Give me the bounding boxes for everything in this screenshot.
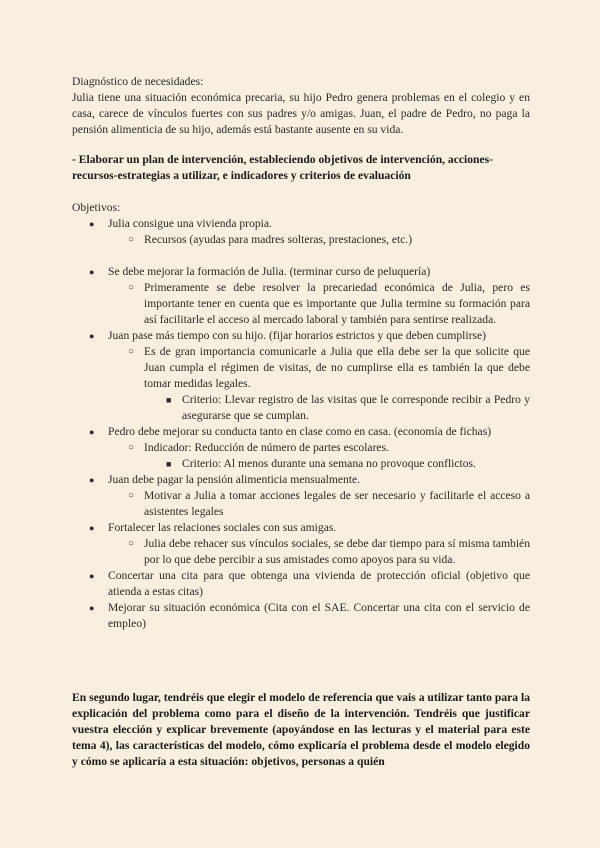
bullet-icon: ■ <box>166 459 172 469</box>
bullet-icon: ● <box>89 571 95 581</box>
bullet-icon: ■ <box>166 395 172 405</box>
diagnosis-title: Diagnóstico de necesidades: <box>72 75 204 88</box>
second-section <box>72 690 530 770</box>
bullet-icon: ● <box>89 603 95 613</box>
bullet-icon: ● <box>89 331 95 341</box>
list-item: ○ Indicador: Reducción de número de partes escolares. <box>128 441 389 454</box>
list-item: ■ Criterio: Llevar registro de las visitas que le corresponde recibir a Pedro y asegurarse que se cumplan. <box>166 393 530 422</box>
task-section <box>72 152 530 184</box>
list-item: ○ Recursos (ayudas para madres solteras, prestaciones, etc.) <box>128 233 413 246</box>
list-item: ● Pedro debe mejorar su conducta tanto en clase como en casa. (economía de fichas) <box>89 425 492 438</box>
diagnosis-section <box>72 74 530 138</box>
list-item: ○ Motivar a Julia a tomar acciones legales de ser necesario y facilitarle el acceso a asistentes legales <box>128 489 530 518</box>
task-heading: - Elaborar un plan de intervención, estableciendo objetivos de intervención, acciones-recursos-estrategias a utilizar, e indicadores y criterios de evaluación <box>72 153 494 182</box>
bullet-icon: ○ <box>128 234 135 245</box>
list-item: ● Julia consigue una vivienda propia. <box>89 217 272 230</box>
diagnosis-text: Julia tiene una situación económica precaria, su hijo Pedro genera problemas en el colegio y en casa, carece de vínculos fuertes con sus padres y/o amigas. Juan, el padre de Pedro, no paga la pensión alimenticia de su hijo, además está bastante ausente en su vida. <box>72 91 530 136</box>
list-item: ○ Es de gran importancia comunicarle a Julia que ella debe ser la que solicite que Juan cumpla el régimen de visitas, de no cumplirse ella es también la que debe tomar medidas legales. <box>128 345 530 390</box>
objectives-list <box>72 216 530 632</box>
bullet-icon: ○ <box>128 538 135 549</box>
bullet-icon: ● <box>89 219 95 229</box>
bullet-icon: ● <box>89 427 95 437</box>
list-item: ○ Julia debe rehacer sus vínculos sociales, se debe dar tiempo para sí misma también por lo que debe percibir a sus amistades como apoyos para su vida. <box>128 537 530 566</box>
bullet-icon: ○ <box>128 442 135 453</box>
spacer <box>72 248 530 264</box>
final-paragraph: En segundo lugar, tendréis que elegir el modelo de referencia que vais a utilizar tanto para la explicación del problema como para el diseño de la intervención. Tendréis que justificar vuestra elección y explicar brevemente (apoyándose en las lecturas y el material para este tema 4), las características del modelo, cómo explicaría el problema desde el modelo elegido y cómo se aplicaría a esta situación: objetivos, personas a quién <box>72 691 530 768</box>
list-item: ● Juan debe pagar la pensión alimenticia mensualmente. <box>89 473 361 486</box>
bullet-icon: ● <box>89 267 95 277</box>
bullet-icon: ○ <box>128 490 135 501</box>
list-item: ● Concertar una cita para que obtenga una vivienda de protección oficial (objetivo que atienda a estas citas) <box>89 569 530 598</box>
list-item: ● Se debe mejorar la formación de Julia. (terminar curso de peluquería) <box>89 265 431 278</box>
objectives-label: Objetivos: <box>72 201 121 214</box>
bullet-icon: ○ <box>128 346 135 357</box>
list-item: ■ Criterio: Al menos durante una semana no provoque conflictos. <box>166 457 476 470</box>
list-item: ○ Primeramente se debe resolver la precariedad económica de Julia, pero es importante tener en cuenta que es importante que Julia termine su formación para así facilitarle el acceso al mercado laboral y también para sentirse realizada. <box>128 281 530 326</box>
list-item: ● Fortalecer las relaciones sociales con sus amigas. <box>89 521 337 534</box>
bullet-icon: ● <box>89 475 95 485</box>
list-item: ● Juan pase más tiempo con su hijo. (fijar horarios estrictos y que deben cumplirse) <box>89 329 486 342</box>
list-item: ● Mejorar su situación económica (Cita con el SAE. Concertar una cita con el servicio de empleo) <box>89 601 530 630</box>
objectives-section <box>72 200 530 632</box>
bullet-icon: ○ <box>128 282 135 293</box>
bullet-icon: ● <box>89 523 95 533</box>
